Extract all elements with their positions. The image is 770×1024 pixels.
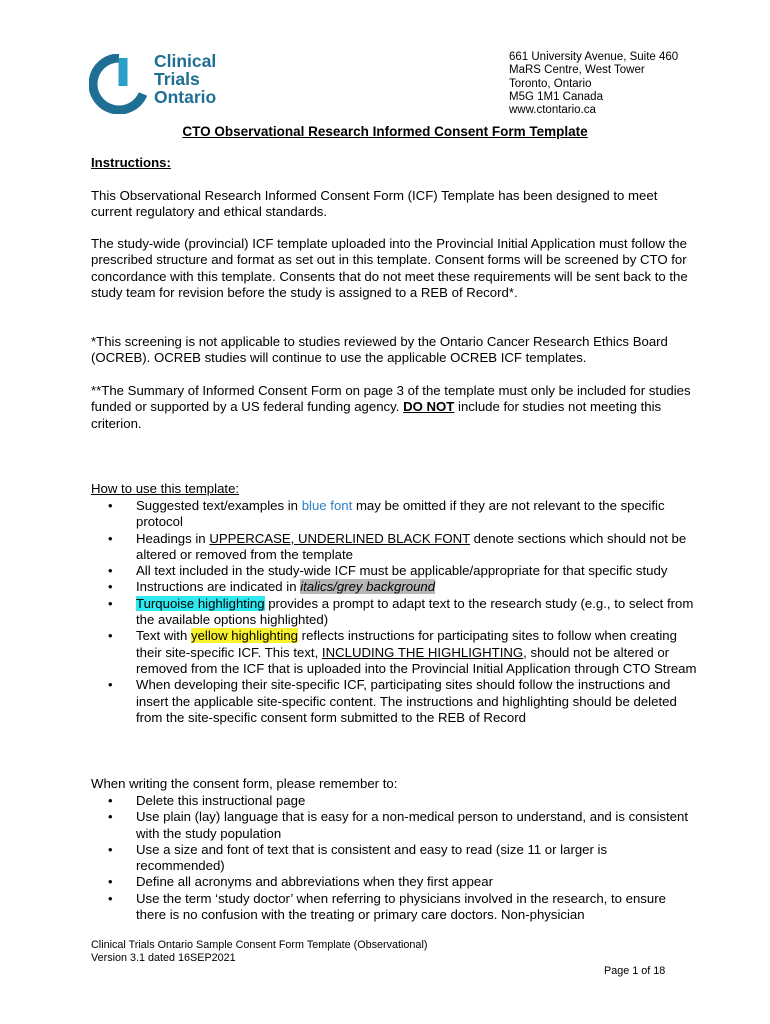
logo-line-2: Trials: [154, 69, 200, 89]
list-item: • Text with yellow highlighting reflects instructions for participating sites to follow when creating their site-specific ICF. This text, INCLUDING THE HIGHLIGHTING, should not be altered or removed from the ICF that is uploaded into the Provincial Initial Application through CTO Stream: [108, 628, 698, 677]
list-item: • Define all acronyms and abbreviations when they first appear: [108, 874, 698, 890]
turquoise-highlight-sample: Turquoise highlighting: [136, 595, 265, 611]
address-line-3: Toronto, Ontario: [509, 77, 592, 90]
list-item: • Use plain (lay) language that is easy for a non-medical person to understand, and is consistent with the study population: [108, 809, 698, 842]
document-title: CTO Observational Research Informed Consent Form Template: [182, 124, 588, 139]
list-item: • Suggested text/examples in blue font may be omitted if they are not relevant to the specific protocol: [108, 498, 698, 531]
address-line-2: MaRS Centre, West Tower: [509, 64, 645, 77]
logo-line-3: Ontario: [154, 87, 217, 107]
address-line-1: 661 University Avenue, Suite 460: [509, 51, 679, 63]
grey-highlight-sample: italics/grey background: [300, 579, 436, 595]
instructions-paragraph-3: *This screening is not applicable to studies reviewed by the Ontario Cancer Research Ethics Board (OCREB). OCREB studies will continue to use the applicable OCREB ICF templates.: [91, 334, 668, 366]
list-item: • Delete this instructional page: [108, 793, 698, 809]
list-item: • Turquoise highlighting provides a prompt to adapt text to the research study (e.g., to select from the available options highlighted): [108, 596, 698, 629]
list-item: • When developing their site-specific ICF, participating sites should follow the instructions and insert the applicable site-specific content. The instructions and highlighting should be deleted from the site-specific consent form submitted to the REB of Record: [108, 677, 698, 726]
blue-font-sample: blue font: [301, 498, 353, 513]
list-item: • Use the term ‘study doctor’ when referring to physicians involved in the research, to ensure there is no confusion with the treating or primary care doctors. Non-physician: [108, 891, 698, 924]
do-not-emphasis: DO NOT: [403, 399, 455, 415]
how-to-list: [108, 498, 698, 726]
remember-list: [108, 793, 698, 923]
address-block: [509, 51, 678, 117]
address-line-4: M5G 1M1 Canada: [509, 90, 603, 103]
how-to-heading: How to use this template:: [91, 481, 240, 496]
cto-logo: [89, 52, 229, 116]
page-number: Page 1 of 18: [604, 965, 666, 977]
yellow-highlight-sample: yellow highlighting: [190, 628, 299, 644]
remember-heading: When writing the consent form, please remember to:: [91, 776, 398, 791]
instructions-heading: Instructions:: [91, 155, 171, 170]
footer-line-1: Clinical Trials Ontario Sample Consent Form Template (Observational): [91, 939, 428, 951]
instructions-paragraph-4: **The Summary of Informed Consent Form on page 3 of the template must only be included for studies funded or supported by a US federal funding agency. DO NOT include for studies not meeting this criterion.: [91, 383, 691, 431]
list-item: • Use a size and font of text that is consistent and easy to read (size 11 or larger is recommended): [108, 842, 698, 875]
list-item: • Headings in UPPERCASE, UNDERLINED BLACK FONT denote sections which should not be altered or removed from the template: [108, 531, 698, 564]
logo-line-1: Clinical: [154, 51, 217, 71]
cto-logo-icon: [89, 54, 147, 114]
footer-line-2: Version 3.1 dated 16SEP2021: [91, 952, 236, 964]
instructions-paragraph-2: The study-wide (provincial) ICF template uploaded into the Provincial Initial Application must follow the prescribed structure and format as set out in this template. Consent forms will be screened by CTO for concordance with this template. Consents that do not meet these requirements will be sent back to the study team for revision before the study is assigned to a REB of Record*.: [91, 236, 688, 300]
logo-wordmark: [154, 52, 216, 106]
address-website[interactable]: www.ctontario.ca: [509, 104, 596, 117]
page-footer: [91, 939, 427, 965]
instructions-paragraph-1: This Observational Research Informed Consent Form (ICF) Template has been designed to meet current regulatory and ethical standards.: [91, 188, 658, 220]
list-item: • All text included in the study-wide ICF must be applicable/appropriate for that specific study: [108, 563, 698, 579]
list-item: • Instructions are indicated in italics/grey background: [108, 579, 698, 595]
